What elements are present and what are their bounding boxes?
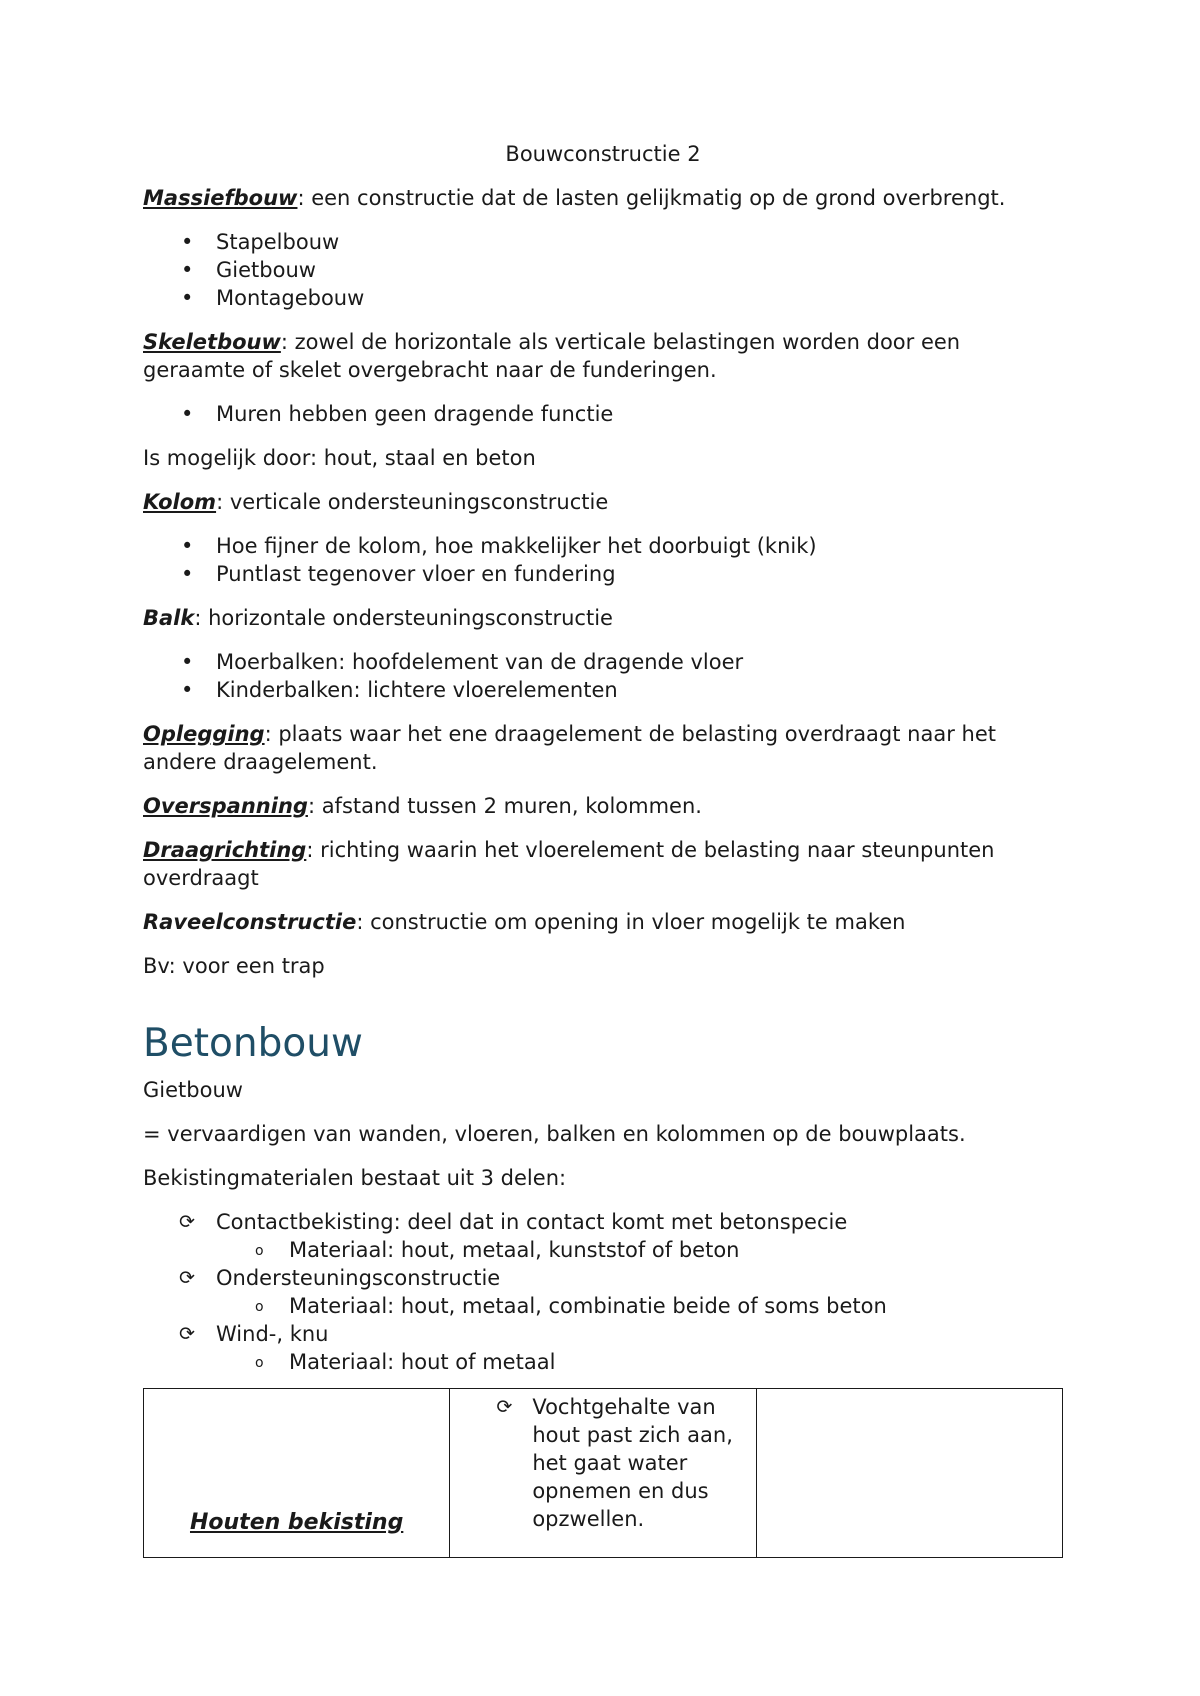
sub-list-item [143,1236,1063,1264]
term-overspanning: Overspanning [143,794,308,818]
sub-item-label: Materiaal: hout, metaal, combinatie beide of soms beton [289,1294,887,1318]
small-circle-icon: o [255,1299,264,1315]
list-item [143,1320,1063,1376]
skeletbouw-paragraph [143,328,1063,384]
balk-definition: : horizontale ondersteuningsconstructie [194,606,613,630]
list-item: • Gietbouw [143,256,1063,284]
circle-arrow-icon: ⟳ [179,1211,195,1233]
small-circle-icon: o [255,1243,264,1259]
mogelijk-paragraph: Is mogelijk door: hout, staal en beton [143,446,536,470]
table-cell-empty [756,1389,1062,1558]
kolom-definition: : verticale ondersteuningsconstructie [216,490,609,514]
massiefbouw-paragraph [143,184,1063,212]
gietbouw-subheading: Gietbouw [143,1078,243,1102]
term-oplegging: Oplegging [143,722,265,746]
bekisting-parts-list [143,1208,1063,1376]
term-draagrichting: Draagrichting [143,838,307,862]
overspanning-definition: : afstand tussen 2 muren, kolommen. [307,794,702,818]
term-houten-bekisting: Houten bekisting [189,1510,404,1535]
draagrichting-definition: : richting waarin het vloerelement de belasting naar steunpunten overdraagt [143,838,995,890]
sub-item-label: Materiaal: hout of metaal [289,1350,556,1374]
overspanning-paragraph [143,792,1063,820]
circle-arrow-icon: ⟳ [179,1323,195,1345]
term-skeletbouw: Skeletbouw [143,330,281,354]
table-row [144,1389,1063,1558]
list-item [143,1264,1063,1320]
skeletbouw-list [143,400,1063,428]
list-item: • Muren hebben geen dragende functie [143,400,1063,428]
raveel-paragraph [143,908,1063,936]
page-title: Bouwconstructie 2 [505,142,701,166]
cell-item-text: Vochtgehalte van hout past zich aan, het gaat water opnemen en dus opzwellen. [532,1395,733,1531]
term-kolom: Kolom [143,490,217,514]
part-label: Contactbekisting: deel dat in contact komt met betonspecie [216,1210,848,1234]
betonbouw-heading: Betonbouw [143,1021,363,1066]
part-label: Wind-, knu [216,1322,329,1346]
bekisting-intro: Bekistingmaterialen bestaat uit 3 delen: [143,1166,567,1190]
oplegging-definition: : plaats waar het ene draagelement de belasting overdraagt naar het andere draagelement. [143,722,996,774]
draagrichting-paragraph [143,836,1063,892]
term-raveelconstructie: Raveelconstructie [143,910,357,934]
list-item: • Hoe fijner de kolom, hoe makkelijker het doorbuigt (knik) [143,532,1063,560]
kolom-list [143,532,1063,588]
document-page [143,140,1063,1558]
sub-list [216,1292,1063,1320]
small-circle-icon: o [255,1355,264,1371]
balk-list [143,648,1063,704]
sub-list [216,1348,1063,1376]
sub-list-item [143,1348,1063,1376]
sub-list-item [143,1292,1063,1320]
massiefbouw-list [143,228,1063,312]
list-item: • Kinderbalken: lichtere vloerelementen [143,676,1063,704]
sub-item-label: Materiaal: hout, metaal, kunststof of beton [289,1238,740,1262]
table-cell-term [144,1389,450,1558]
raveel-definition: : constructie om opening in vloer mogelijk te maken [356,910,906,934]
term-balk: Balk [143,606,195,630]
table-cell-description [450,1389,756,1558]
list-item: • Puntlast tegenover vloer en fundering [143,560,1063,588]
oplegging-paragraph [143,720,1063,776]
sub-list [216,1236,1063,1264]
cell-list-item [458,1393,747,1533]
list-item: • Stapelbouw [143,228,1063,256]
list-item: • Moerbalken: hoofdelement van de dragende vloer [143,648,1063,676]
bv-paragraph: Bv: voor een trap [143,954,325,978]
circle-arrow-icon: ⟳ [496,1396,513,1418]
skeletbouw-definition: : zowel de horizontale als verticale belastingen worden door een geraamte of skelet overgebracht naar de funderingen. [143,330,961,382]
list-item [143,1208,1063,1264]
circle-arrow-icon: ⟳ [179,1267,195,1289]
balk-paragraph [143,604,1063,632]
term-massiefbouw: Massiefbouw [143,186,298,210]
list-item: • Montagebouw [143,284,1063,312]
massiefbouw-definition: : een constructie dat de lasten gelijkmatig op de grond overbrengt. [297,186,1006,210]
gietbouw-definition: = vervaardigen van wanden, vloeren, balken en kolommen op de bouwplaats. [143,1122,966,1146]
kolom-paragraph [143,488,1063,516]
part-label: Ondersteuningsconstructie [216,1266,501,1290]
bekisting-table [143,1388,1063,1558]
